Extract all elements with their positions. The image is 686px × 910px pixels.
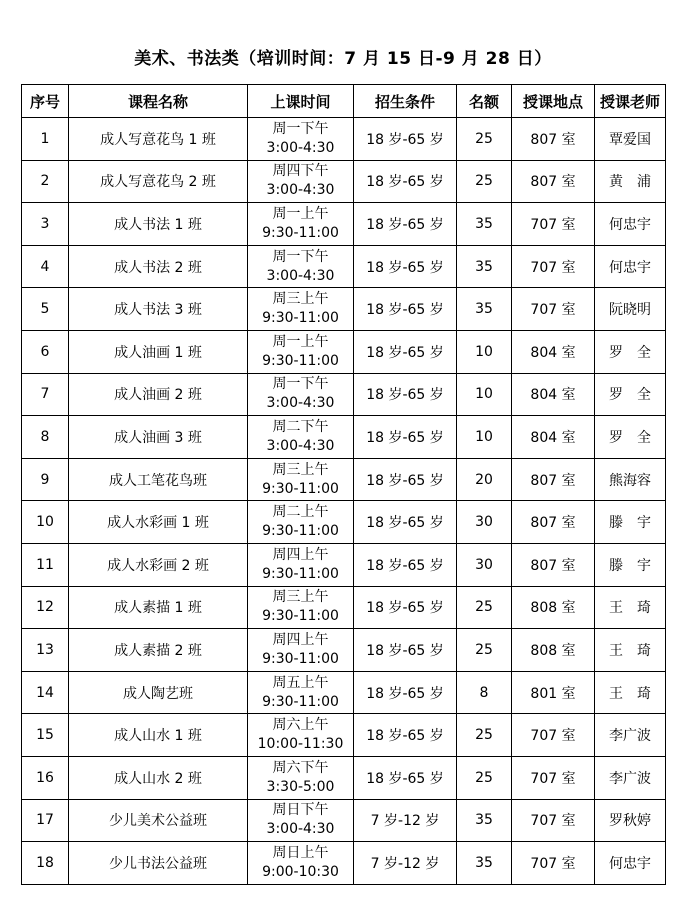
class-hours: 3:00-4:30: [266, 437, 335, 454]
quota: 25: [457, 714, 512, 757]
class-hours: 9:30-11:00: [262, 608, 339, 625]
class-day: 周四上午: [272, 631, 329, 648]
quota: 10: [457, 373, 512, 416]
table-row: [22, 842, 666, 885]
class-hours: 9:30-11:00: [262, 523, 339, 540]
class-day: 周六下午: [272, 759, 329, 776]
enrollment-age: 18 岁-65 岁: [354, 458, 457, 501]
teacher: 王 琦: [595, 586, 666, 629]
enrollment-age: 18 岁-65 岁: [354, 416, 457, 459]
header-row: [22, 85, 666, 118]
teacher: 滕 宇: [595, 543, 666, 586]
location: 804 室: [512, 373, 595, 416]
quota: 10: [457, 416, 512, 459]
class-day: 周日上午: [272, 844, 329, 861]
page-title: 美术、书法类（培训时间：7 月 15 日-9 月 28 日）: [134, 49, 552, 69]
enrollment-age: 18 岁-65 岁: [354, 330, 457, 373]
header-course-name: 课程名称: [69, 85, 248, 118]
header-quota: 名额: [457, 85, 512, 118]
quota: 25: [457, 756, 512, 799]
class-time: [248, 288, 354, 331]
class-hours: 9:30-11:00: [262, 480, 339, 497]
table-row: [22, 203, 666, 246]
header-location: 授课地点: [512, 85, 595, 118]
class-hours: 3:00-4:30: [266, 267, 335, 284]
table-row: [22, 714, 666, 757]
quota: 35: [457, 842, 512, 885]
teacher: 王 琦: [595, 671, 666, 714]
table-row: [22, 543, 666, 586]
class-time: [248, 373, 354, 416]
location: 804 室: [512, 416, 595, 459]
enrollment-age: 18 岁-65 岁: [354, 543, 457, 586]
class-time: [248, 203, 354, 246]
location: 807 室: [512, 118, 595, 161]
course-name: 成人素描 1 班: [69, 586, 248, 629]
quota: 20: [457, 458, 512, 501]
class-day: 周二上午: [272, 504, 329, 521]
table-row: [22, 671, 666, 714]
quota: 10: [457, 330, 512, 373]
course-table: [21, 84, 666, 885]
location: 804 室: [512, 330, 595, 373]
row-number: 4: [22, 245, 69, 288]
teacher: 罗 全: [595, 416, 666, 459]
row-number: 7: [22, 373, 69, 416]
table-body: [22, 118, 666, 885]
quota: 30: [457, 501, 512, 544]
enrollment-age: 7 岁-12 岁: [354, 799, 457, 842]
teacher: 熊海容: [595, 458, 666, 501]
row-number: 14: [22, 671, 69, 714]
class-day: 周二下午: [272, 418, 329, 435]
class-hours: 9:00-10:30: [262, 863, 339, 880]
class-day: 周一下午: [272, 248, 329, 265]
class-day: 周三上午: [272, 291, 329, 308]
course-name: 少儿美术公益班: [69, 799, 248, 842]
class-time: [248, 543, 354, 586]
course-name: 成人书法 2 班: [69, 245, 248, 288]
table-row: [22, 330, 666, 373]
course-name: 成人陶艺班: [69, 671, 248, 714]
row-number: 6: [22, 330, 69, 373]
course-name: 成人水彩画 2 班: [69, 543, 248, 586]
row-number: 10: [22, 501, 69, 544]
location: 808 室: [512, 629, 595, 672]
table-row: [22, 160, 666, 203]
enrollment-age: 18 岁-65 岁: [354, 501, 457, 544]
enrollment-age: 18 岁-65 岁: [354, 288, 457, 331]
class-hours: 9:30-11:00: [262, 565, 339, 582]
class-hours: 9:30-11:00: [262, 693, 339, 710]
quota: 35: [457, 203, 512, 246]
location: 801 室: [512, 671, 595, 714]
location: 807 室: [512, 458, 595, 501]
class-hours: 9:30-11:00: [262, 352, 339, 369]
class-time: [248, 330, 354, 373]
class-time: [248, 799, 354, 842]
row-number: 9: [22, 458, 69, 501]
row-number: 2: [22, 160, 69, 203]
class-time: [248, 756, 354, 799]
teacher: 何忠宇: [595, 842, 666, 885]
header-enrollment-age: 招生条件: [354, 85, 457, 118]
course-name: 成人山水 1 班: [69, 714, 248, 757]
location: 808 室: [512, 586, 595, 629]
quota: 30: [457, 543, 512, 586]
enrollment-age: 18 岁-65 岁: [354, 245, 457, 288]
course-name: 成人书法 1 班: [69, 203, 248, 246]
enrollment-age: 18 岁-65 岁: [354, 160, 457, 203]
enrollment-age: 18 岁-65 岁: [354, 118, 457, 161]
course-name: 成人工笔花鸟班: [69, 458, 248, 501]
row-number: 3: [22, 203, 69, 246]
row-number: 11: [22, 543, 69, 586]
class-time: [248, 671, 354, 714]
class-time: [248, 629, 354, 672]
quota: 25: [457, 629, 512, 672]
header-teacher: 授课老师: [595, 85, 666, 118]
course-name: 成人书法 3 班: [69, 288, 248, 331]
class-day: 周一下午: [272, 120, 329, 137]
teacher: 李广波: [595, 714, 666, 757]
class-hours: 3:00-4:30: [266, 139, 335, 156]
teacher: 何忠宇: [595, 203, 666, 246]
enrollment-age: 7 岁-12 岁: [354, 842, 457, 885]
location: 807 室: [512, 160, 595, 203]
location: 707 室: [512, 756, 595, 799]
class-time: [248, 501, 354, 544]
enrollment-age: 18 岁-65 岁: [354, 714, 457, 757]
class-day: 周一下午: [272, 376, 329, 393]
quota: 25: [457, 586, 512, 629]
course-name: 成人山水 2 班: [69, 756, 248, 799]
class-day: 周五上午: [272, 674, 329, 691]
quota: 35: [457, 288, 512, 331]
enrollment-age: 18 岁-65 岁: [354, 586, 457, 629]
class-hours: 9:30-11:00: [262, 310, 339, 327]
class-day: 周一上午: [272, 333, 329, 350]
quota: 8: [457, 671, 512, 714]
row-number: 18: [22, 842, 69, 885]
course-name: 成人写意花鸟 2 班: [69, 160, 248, 203]
class-time: [248, 118, 354, 161]
quota: 25: [457, 160, 512, 203]
quota: 25: [457, 118, 512, 161]
teacher: 王 琦: [595, 629, 666, 672]
header-no: 序号: [22, 85, 69, 118]
class-day: 周四下午: [272, 163, 329, 180]
enrollment-age: 18 岁-65 岁: [354, 373, 457, 416]
location: 707 室: [512, 714, 595, 757]
teacher: 覃爱国: [595, 118, 666, 161]
row-number: 15: [22, 714, 69, 757]
course-name: 成人油画 2 班: [69, 373, 248, 416]
class-time: [248, 714, 354, 757]
class-hours: 10:00-11:30: [257, 736, 344, 753]
class-hours: 3:00-4:30: [266, 182, 335, 199]
teacher: 何忠宇: [595, 245, 666, 288]
class-day: 周一上午: [272, 205, 329, 222]
teacher: 罗 全: [595, 330, 666, 373]
quota: 35: [457, 799, 512, 842]
course-name: 成人水彩画 1 班: [69, 501, 248, 544]
teacher: 李广波: [595, 756, 666, 799]
teacher: 滕 宇: [595, 501, 666, 544]
location: 707 室: [512, 288, 595, 331]
table-row: [22, 458, 666, 501]
row-number: 16: [22, 756, 69, 799]
class-day: 周日下午: [272, 802, 329, 819]
location: 807 室: [512, 543, 595, 586]
table-row: [22, 629, 666, 672]
location: 707 室: [512, 203, 595, 246]
class-time: [248, 416, 354, 459]
course-name: 少儿书法公益班: [69, 842, 248, 885]
class-hours: 3:00-4:30: [266, 395, 335, 412]
row-number: 8: [22, 416, 69, 459]
table-row: [22, 586, 666, 629]
location: 707 室: [512, 799, 595, 842]
table-row: [22, 501, 666, 544]
class-day: 周三上午: [272, 461, 329, 478]
quota: 35: [457, 245, 512, 288]
teacher: 罗秋婷: [595, 799, 666, 842]
class-time: [248, 160, 354, 203]
course-name: 成人写意花鸟 1 班: [69, 118, 248, 161]
class-hours: 9:30-11:00: [262, 650, 339, 667]
enrollment-age: 18 岁-65 岁: [354, 756, 457, 799]
class-time: [248, 586, 354, 629]
class-day: 周四上午: [272, 546, 329, 563]
row-number: 12: [22, 586, 69, 629]
table-row: [22, 373, 666, 416]
location: 707 室: [512, 245, 595, 288]
location: 807 室: [512, 501, 595, 544]
table-row: [22, 118, 666, 161]
class-hours: 9:30-11:00: [262, 224, 339, 241]
table-row: [22, 799, 666, 842]
class-time: [248, 842, 354, 885]
teacher: 阮晓明: [595, 288, 666, 331]
table-row: [22, 245, 666, 288]
row-number: 17: [22, 799, 69, 842]
class-time: [248, 458, 354, 501]
enrollment-age: 18 岁-65 岁: [354, 203, 457, 246]
class-hours: 3:00-4:30: [266, 821, 335, 838]
row-number: 1: [22, 118, 69, 161]
course-name: 成人油画 3 班: [69, 416, 248, 459]
course-name: 成人油画 1 班: [69, 330, 248, 373]
teacher: 罗 全: [595, 373, 666, 416]
table-row: [22, 288, 666, 331]
header-class-time: 上课时间: [248, 85, 354, 118]
table-row: [22, 756, 666, 799]
class-day: 周六上午: [272, 717, 329, 734]
class-day: 周三上午: [272, 589, 329, 606]
location: 707 室: [512, 842, 595, 885]
enrollment-age: 18 岁-65 岁: [354, 671, 457, 714]
course-name: 成人素描 2 班: [69, 629, 248, 672]
teacher: 黄 浦: [595, 160, 666, 203]
row-number: 5: [22, 288, 69, 331]
class-hours: 3:30-5:00: [266, 778, 335, 795]
table-row: [22, 416, 666, 459]
enrollment-age: 18 岁-65 岁: [354, 629, 457, 672]
class-time: [248, 245, 354, 288]
row-number: 13: [22, 629, 69, 672]
